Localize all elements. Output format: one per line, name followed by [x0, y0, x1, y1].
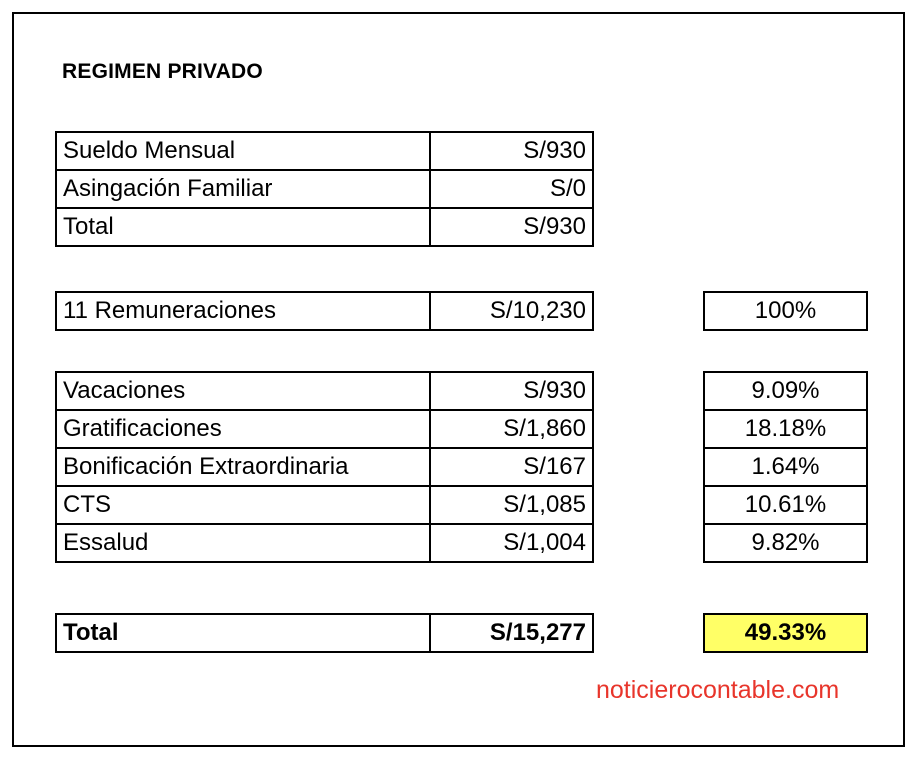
table-row [704, 448, 867, 486]
row-percent: 100% [704, 292, 867, 330]
benefits-pct-table [703, 371, 868, 563]
remuneraciones-table [55, 291, 594, 331]
table-row [56, 132, 593, 170]
table-row [56, 410, 593, 448]
table-row [704, 372, 867, 410]
row-amount: S/1,085 [430, 486, 593, 524]
row-amount: S/10,230 [430, 292, 593, 330]
row-percent: 18.18% [704, 410, 867, 448]
row-label: 11 Remuneraciones [56, 292, 430, 330]
row-label: CTS [56, 486, 430, 524]
row-amount: S/930 [430, 132, 593, 170]
row-percent: 9.82% [704, 524, 867, 562]
table-row [704, 410, 867, 448]
table-row [56, 448, 593, 486]
row-amount: S/167 [430, 448, 593, 486]
row-percent: 1.64% [704, 448, 867, 486]
table-row [56, 292, 593, 330]
row-amount: S/1,004 [430, 524, 593, 562]
row-amount: S/1,860 [430, 410, 593, 448]
benefits-table [55, 371, 594, 563]
table-row [56, 208, 593, 246]
grand-total-pct-table [703, 613, 868, 653]
table-row [704, 614, 867, 652]
table-row [56, 614, 593, 652]
website-credit: noticierocontable.com [596, 676, 840, 704]
table-row [704, 292, 867, 330]
grand-total-table [55, 613, 594, 653]
table-row [56, 170, 593, 208]
row-percent: 10.61% [704, 486, 867, 524]
total-label: Total [56, 614, 430, 652]
total-percent: 49.33% [704, 614, 867, 652]
row-amount: S/930 [430, 208, 593, 246]
row-percent: 9.09% [704, 372, 867, 410]
total-amount: S/15,277 [430, 614, 593, 652]
row-label: Total [56, 208, 430, 246]
row-label: Sueldo Mensual [56, 132, 430, 170]
table-row [704, 524, 867, 562]
row-amount: S/0 [430, 170, 593, 208]
row-label: Vacaciones [56, 372, 430, 410]
remuneraciones-pct-table [703, 291, 868, 331]
salary-table [55, 131, 594, 247]
row-label: Asingación Familiar [56, 170, 430, 208]
table-row [704, 486, 867, 524]
row-amount: S/930 [430, 372, 593, 410]
row-label: Gratificaciones [56, 410, 430, 448]
page-title: REGIMEN PRIVADO [62, 60, 263, 83]
row-label: Bonificación Extraordinaria [56, 448, 430, 486]
table-row [56, 524, 593, 562]
table-row [56, 372, 593, 410]
row-label: Essalud [56, 524, 430, 562]
table-row [56, 486, 593, 524]
